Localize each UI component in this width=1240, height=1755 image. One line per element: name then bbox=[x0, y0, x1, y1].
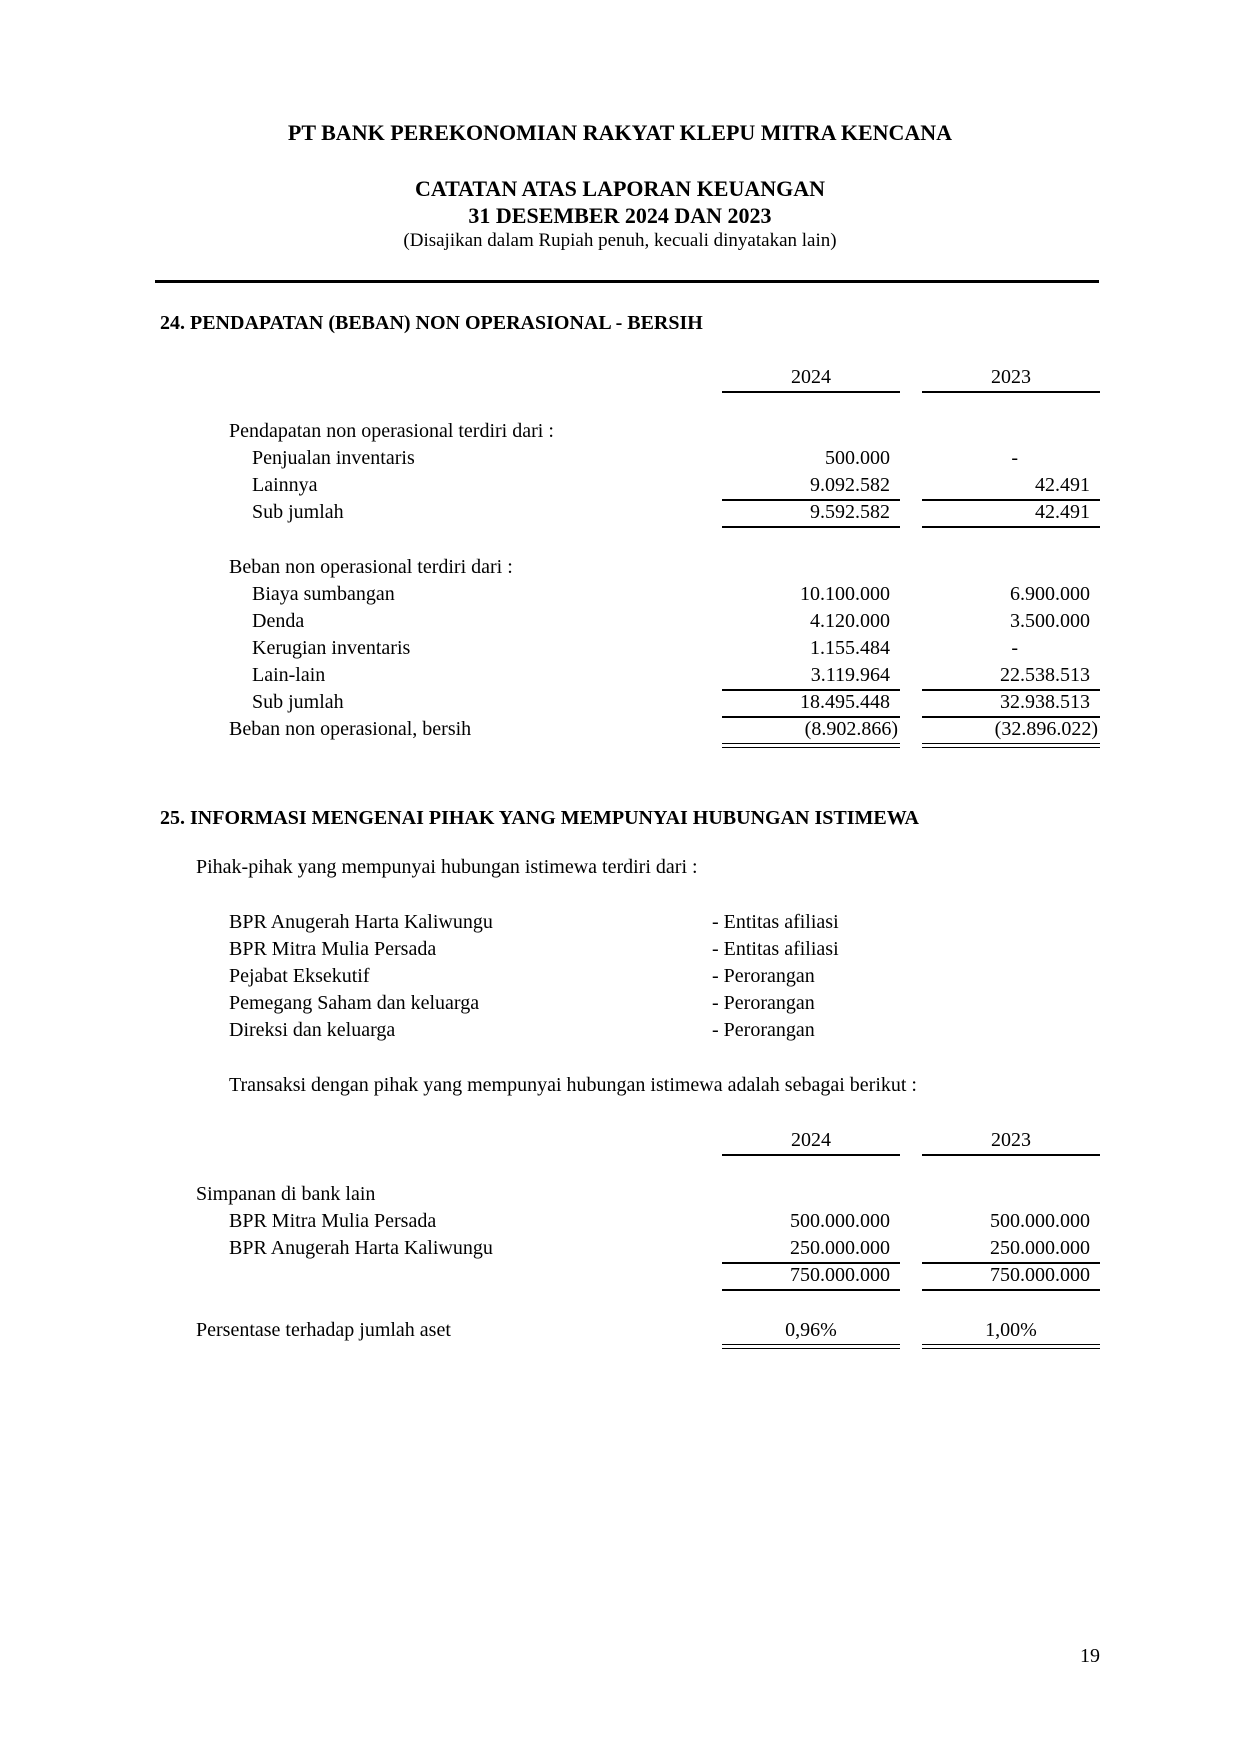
header-underline bbox=[922, 1154, 1100, 1156]
percentage-2024: 0,96% bbox=[785, 1319, 837, 1341]
expense-row-2023: 3.500.000 bbox=[1010, 610, 1090, 632]
deposits-label: Simpanan di bank lain bbox=[196, 1183, 376, 1205]
income-label: Pendapatan non operasional terdiri dari : bbox=[229, 420, 554, 442]
party-relation: - Entitas afiliasi bbox=[712, 938, 839, 960]
header-divider bbox=[155, 280, 1099, 283]
party-relation: - Perorangan bbox=[712, 992, 815, 1014]
deposit-total-2023: 750.000.000 bbox=[990, 1264, 1090, 1286]
party-relation: - Perorangan bbox=[712, 965, 815, 987]
parties-intro: Pihak-pihak yang mempunyai hubungan istimewa terdiri dari : bbox=[196, 856, 698, 878]
section-25-heading: 25. INFORMASI MENGENAI PIHAK YANG MEMPUNYAI HUBUNGAN ISTIMEWA bbox=[160, 807, 919, 829]
percentage-label: Persentase terhadap jumlah aset bbox=[196, 1319, 451, 1341]
income-row-label: Lainnya bbox=[252, 474, 318, 496]
expense-subtotal-2024: 18.495.448 bbox=[800, 691, 890, 713]
subtotal-rule bbox=[922, 1289, 1100, 1291]
expense-row-2024: 4.120.000 bbox=[810, 610, 890, 632]
total-double-rule bbox=[722, 743, 900, 748]
company-name: PT BANK PEREKONOMIAN RAKYAT KLEPU MITRA KENCANA bbox=[287, 120, 953, 145]
header-underline bbox=[722, 391, 900, 393]
deposit-row-label: BPR Mitra Mulia Persada bbox=[229, 1210, 437, 1232]
subtotal-rule bbox=[922, 526, 1100, 528]
party-relation: - Perorangan bbox=[712, 1019, 815, 1041]
page-number: 19 bbox=[1080, 1645, 1100, 1667]
income-row-2024: 9.092.582 bbox=[810, 474, 890, 496]
total-double-rule bbox=[922, 1344, 1100, 1349]
party-name: Direksi dan keluarga bbox=[229, 1019, 396, 1041]
deposit-row-2023: 500.000.000 bbox=[990, 1210, 1090, 1232]
income-row-2024: 500.000 bbox=[825, 447, 890, 469]
expense-row-2023: - bbox=[1011, 637, 1018, 659]
net-2023: (32.896.022) bbox=[994, 718, 1098, 740]
expense-row-label: Lain-lain bbox=[252, 664, 326, 686]
total-double-rule bbox=[722, 1344, 900, 1349]
income-row-2023: - bbox=[1011, 447, 1018, 469]
deposit-row-2023: 250.000.000 bbox=[990, 1237, 1090, 1259]
party-name: BPR Anugerah Harta Kaliwungu bbox=[229, 911, 493, 933]
year-2023-header: 2023 bbox=[991, 1129, 1031, 1151]
expense-row-2024: 1.155.484 bbox=[810, 637, 890, 659]
party-name: Pejabat Eksekutif bbox=[229, 965, 370, 987]
expense-row-2024: 10.100.000 bbox=[800, 583, 890, 605]
total-double-rule bbox=[922, 743, 1100, 748]
deposit-total-2024: 750.000.000 bbox=[790, 1264, 890, 1286]
income-row-2023: 42.491 bbox=[1035, 474, 1090, 496]
net-2024: (8.902.866) bbox=[804, 718, 898, 740]
expense-row-2023: 22.538.513 bbox=[1000, 664, 1090, 686]
year-2024-header: 2024 bbox=[791, 366, 831, 388]
income-subtotal-2023: 42.491 bbox=[1035, 501, 1090, 523]
expense-row-label: Denda bbox=[252, 610, 305, 632]
income-row-label: Penjualan inventaris bbox=[252, 447, 415, 469]
deposit-row-2024: 500.000.000 bbox=[790, 1210, 890, 1232]
year-2024-header: 2024 bbox=[791, 1129, 831, 1151]
expense-label: Beban non operasional terdiri dari : bbox=[229, 556, 513, 578]
subtotal-rule bbox=[722, 1289, 900, 1291]
year-2023-header: 2023 bbox=[991, 366, 1031, 388]
report-date: 31 DESEMBER 2024 DAN 2023 bbox=[468, 203, 772, 228]
expense-row-label: Kerugian inventaris bbox=[252, 637, 411, 659]
header-underline bbox=[922, 391, 1100, 393]
subtotal-rule bbox=[722, 526, 900, 528]
header-underline bbox=[722, 1154, 900, 1156]
net-label: Beban non operasional, bersih bbox=[229, 718, 472, 740]
percentage-2023: 1,00% bbox=[985, 1319, 1037, 1341]
party-name: Pemegang Saham dan keluarga bbox=[229, 992, 480, 1014]
income-subtotal-label: Sub jumlah bbox=[252, 501, 344, 523]
report-note: (Disajikan dalam Rupiah penuh, kecuali dinyatakan lain) bbox=[403, 230, 837, 251]
party-name: BPR Mitra Mulia Persada bbox=[229, 938, 437, 960]
party-relation: - Entitas afiliasi bbox=[712, 911, 839, 933]
expense-row-label: Biaya sumbangan bbox=[252, 583, 395, 605]
expense-subtotal-label: Sub jumlah bbox=[252, 691, 344, 713]
deposit-row-label: BPR Anugerah Harta Kaliwungu bbox=[229, 1237, 493, 1259]
deposit-row-2024: 250.000.000 bbox=[790, 1237, 890, 1259]
section-24-heading: 24. PENDAPATAN (BEBAN) NON OPERASIONAL - BERSIH bbox=[160, 312, 703, 334]
report-title: CATATAN ATAS LAPORAN KEUANGAN bbox=[414, 176, 826, 201]
income-subtotal-2024: 9.592.582 bbox=[810, 501, 890, 523]
expense-subtotal-2023: 32.938.513 bbox=[1000, 691, 1090, 713]
transactions-intro: Transaksi dengan pihak yang mempunyai hubungan istimewa adalah sebagai berikut : bbox=[229, 1074, 917, 1096]
expense-row-2024: 3.119.964 bbox=[810, 664, 890, 686]
expense-row-2023: 6.900.000 bbox=[1010, 583, 1090, 605]
